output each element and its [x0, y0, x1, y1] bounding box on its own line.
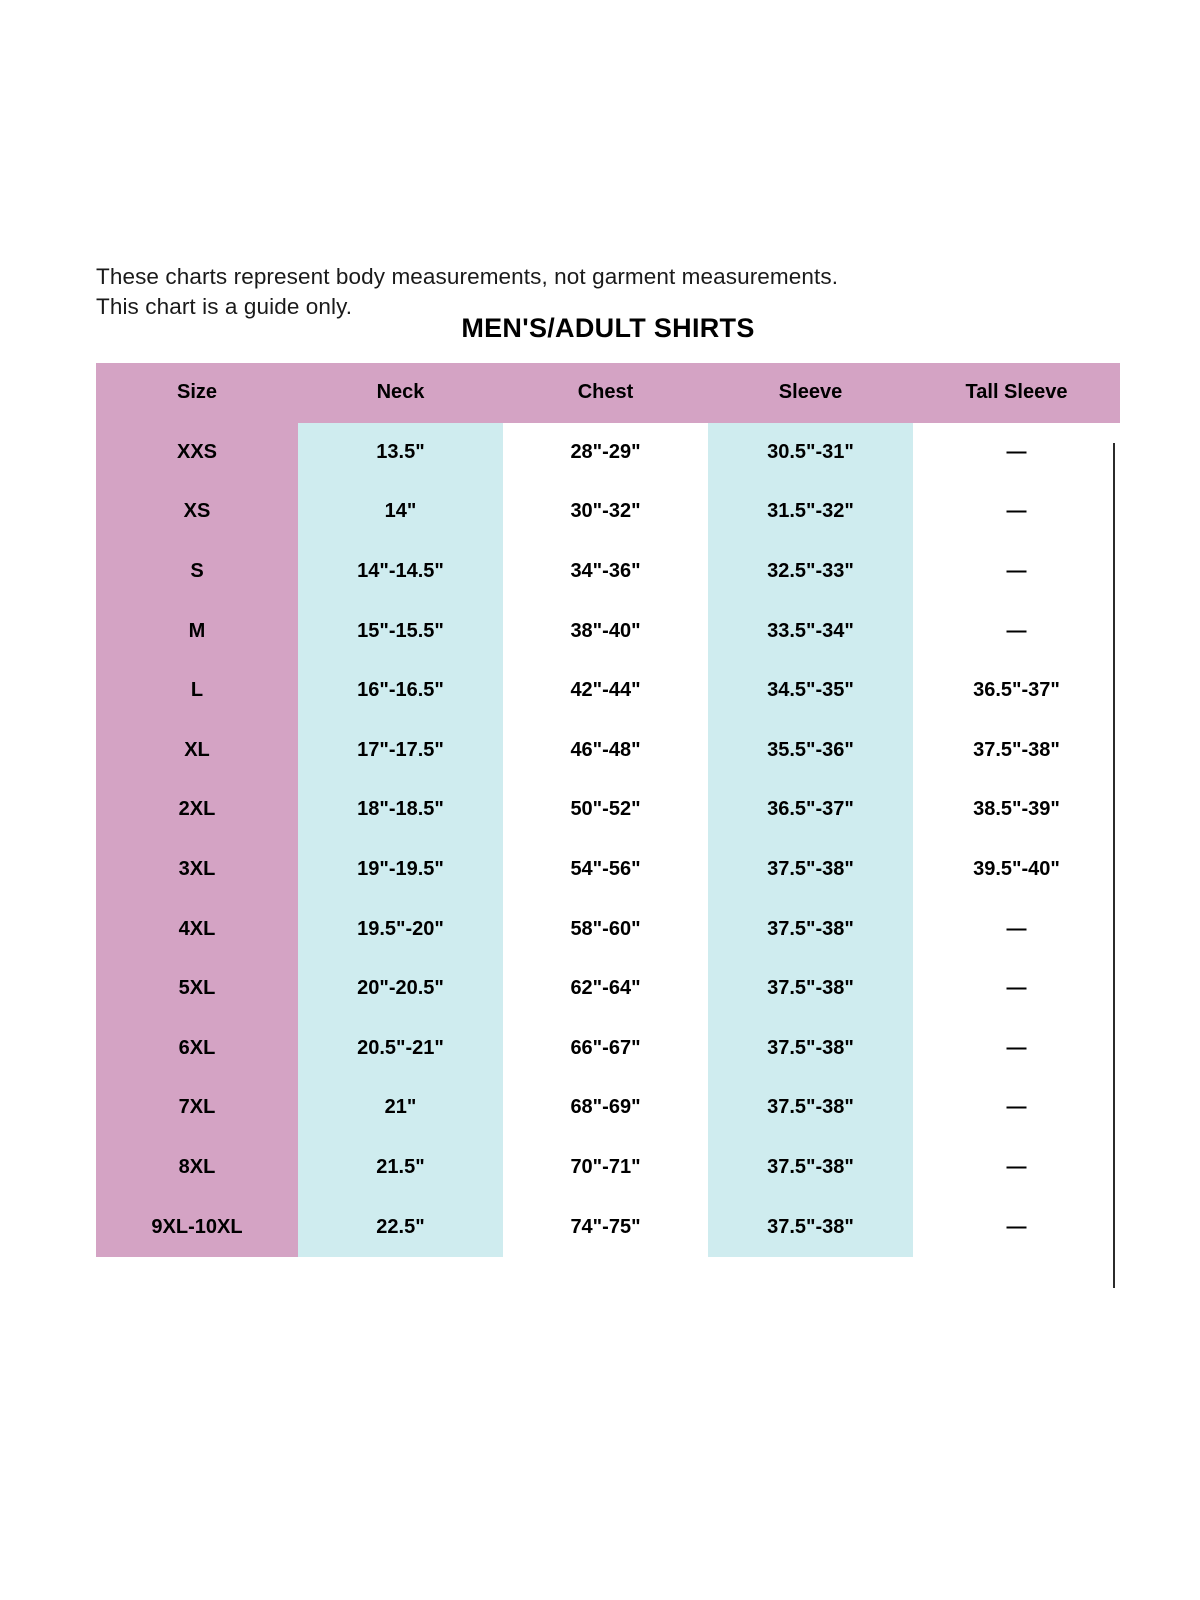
cell-size: M	[96, 601, 298, 661]
cell-size: 7XL	[96, 1078, 298, 1138]
cell-sleeve: 37.5"-38"	[708, 959, 913, 1019]
cell-sleeve: 34.5"-35"	[708, 661, 913, 721]
cell-chest: 34"-36"	[503, 542, 708, 602]
cell-neck: 20.5"-21"	[298, 1019, 503, 1079]
cell-neck: 19.5"-20"	[298, 899, 503, 959]
table-row	[96, 959, 1120, 1019]
cell-sleeve: 37.5"-38"	[708, 1197, 913, 1257]
cell-chest: 66"-67"	[503, 1019, 708, 1079]
cell-chest: 62"-64"	[503, 959, 708, 1019]
cell-chest: 68"-69"	[503, 1078, 708, 1138]
cell-size: L	[96, 661, 298, 721]
cell-tall-sleeve: —	[913, 542, 1120, 602]
cell-neck: 21.5"	[298, 1138, 503, 1198]
cell-size: 2XL	[96, 780, 298, 840]
table-row	[96, 423, 1120, 483]
cell-tall-sleeve: —	[913, 899, 1120, 959]
cell-neck: 17"-17.5"	[298, 721, 503, 781]
cell-neck: 22.5"	[298, 1197, 503, 1257]
table-row	[96, 840, 1120, 900]
cell-chest: 30"-32"	[503, 482, 708, 542]
intro-line-2: This chart is a guide only.	[96, 294, 353, 319]
cell-size: 6XL	[96, 1019, 298, 1079]
table-row	[96, 661, 1120, 721]
cell-sleeve: 37.5"-38"	[708, 1078, 913, 1138]
cell-neck: 14"-14.5"	[298, 542, 503, 602]
cell-tall-sleeve: —	[913, 1019, 1120, 1079]
cell-sleeve: 31.5"-32"	[708, 482, 913, 542]
cell-chest: 38"-40"	[503, 601, 708, 661]
cell-chest: 74"-75"	[503, 1197, 708, 1257]
cell-size: 9XL-10XL	[96, 1197, 298, 1257]
cell-neck: 18"-18.5"	[298, 780, 503, 840]
cell-size: S	[96, 542, 298, 602]
column-header-neck: Neck	[298, 363, 503, 423]
cell-tall-sleeve: —	[913, 1197, 1120, 1257]
cell-neck: 15"-15.5"	[298, 601, 503, 661]
table-header	[96, 363, 1120, 423]
cell-size: XXS	[96, 423, 298, 483]
cell-tall-sleeve: —	[913, 423, 1120, 483]
cell-neck: 21"	[298, 1078, 503, 1138]
cell-sleeve: 30.5"-31"	[708, 423, 913, 483]
page-title: MEN'S/ADULT SHIRTS	[461, 313, 755, 343]
cell-chest: 28"-29"	[503, 423, 708, 483]
cell-neck: 20"-20.5"	[298, 959, 503, 1019]
table-row	[96, 780, 1120, 840]
cell-tall-sleeve: —	[913, 482, 1120, 542]
cell-chest: 70"-71"	[503, 1138, 708, 1198]
cell-neck: 13.5"	[298, 423, 503, 483]
column-header-sleeve: Sleeve	[708, 363, 913, 423]
cell-neck: 16"-16.5"	[298, 661, 503, 721]
cell-size: 5XL	[96, 959, 298, 1019]
cell-tall-sleeve: —	[913, 959, 1120, 1019]
cell-tall-sleeve: 37.5"-38"	[913, 721, 1120, 781]
cell-tall-sleeve: —	[913, 601, 1120, 661]
cell-size: 8XL	[96, 1138, 298, 1198]
cell-size: 3XL	[96, 840, 298, 900]
cell-tall-sleeve: —	[913, 1078, 1120, 1138]
cell-sleeve: 36.5"-37"	[708, 780, 913, 840]
cell-tall-sleeve: 39.5"-40"	[913, 840, 1120, 900]
cell-chest: 58"-60"	[503, 899, 708, 959]
table-row	[96, 482, 1120, 542]
cell-size: XS	[96, 482, 298, 542]
table-body	[96, 423, 1120, 1257]
cell-size: 4XL	[96, 899, 298, 959]
cell-sleeve: 35.5"-36"	[708, 721, 913, 781]
cell-chest: 46"-48"	[503, 721, 708, 781]
cell-sleeve: 37.5"-38"	[708, 1019, 913, 1079]
table-row	[96, 601, 1120, 661]
cell-chest: 50"-52"	[503, 780, 708, 840]
cell-neck: 19"-19.5"	[298, 840, 503, 900]
cell-sleeve: 37.5"-38"	[708, 1138, 913, 1198]
table-row	[96, 1138, 1120, 1198]
cell-sleeve: 32.5"-33"	[708, 542, 913, 602]
cell-neck: 14"	[298, 482, 503, 542]
column-header-tall-sleeve: Tall Sleeve	[913, 363, 1120, 423]
size-chart-table	[96, 363, 1120, 1257]
cell-tall-sleeve: 38.5"-39"	[913, 780, 1120, 840]
cell-tall-sleeve: 36.5"-37"	[913, 661, 1120, 721]
table-row	[96, 1019, 1120, 1079]
intro-line-1: These charts represent body measurements, not garment measurements.	[96, 264, 839, 289]
cell-sleeve: 37.5"-38"	[708, 899, 913, 959]
table-row	[96, 1197, 1120, 1257]
column-header-size: Size	[96, 363, 298, 423]
table-row	[96, 542, 1120, 602]
cell-chest: 54"-56"	[503, 840, 708, 900]
table-row	[96, 899, 1120, 959]
table-right-rule	[1113, 443, 1115, 1288]
column-header-chest: Chest	[503, 363, 708, 423]
table-header-row	[96, 363, 1120, 423]
cell-size: XL	[96, 721, 298, 781]
table-row	[96, 721, 1120, 781]
cell-sleeve: 33.5"-34"	[708, 601, 913, 661]
cell-tall-sleeve: —	[913, 1138, 1120, 1198]
cell-sleeve: 37.5"-38"	[708, 840, 913, 900]
table-row	[96, 1078, 1120, 1138]
cell-chest: 42"-44"	[503, 661, 708, 721]
